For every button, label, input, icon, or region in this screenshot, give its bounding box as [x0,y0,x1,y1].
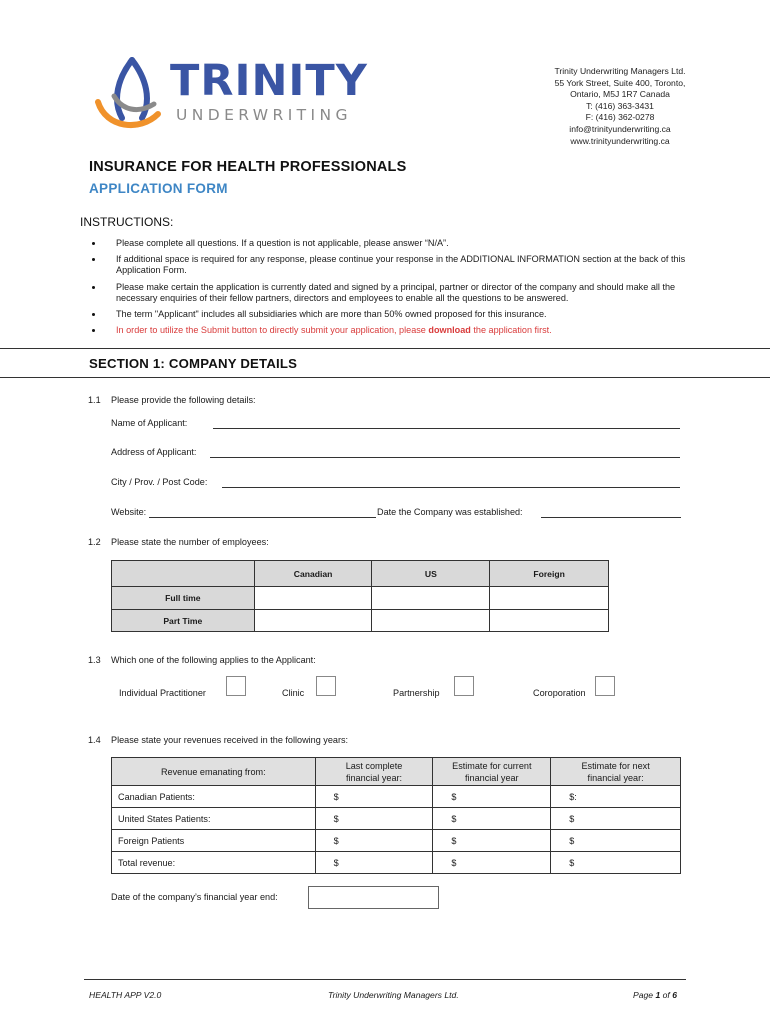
header-line: financial year [465,772,519,783]
page-of: of [660,990,673,1000]
partnership-checkbox[interactable] [454,676,474,696]
instruction-item [86,282,686,304]
row-label-part-time: Part Time [112,610,255,632]
table-header-row [112,758,681,786]
name-of-applicant-field[interactable] [213,428,680,429]
column-header-foreign: Foreign [490,561,609,587]
table-row [112,808,681,830]
revenue-table [111,757,681,874]
us-current-estimate-cell[interactable]: $ [433,808,551,830]
total-next-estimate-cell[interactable]: $ [551,852,681,874]
full-time-foreign-cell[interactable] [490,587,609,610]
total-current-estimate-cell[interactable]: $ [433,852,551,874]
header-line: Last complete [345,760,403,771]
table-row [112,830,681,852]
address-of-applicant-label: Address of Applicant: [111,447,197,457]
financial-year-end-label: Date of the company’s financial year end: [111,892,278,902]
header-line: Estimate for next [581,760,650,771]
download-note-bold: download [428,325,471,336]
question-number: 1.3 [88,655,101,665]
section-1-title: SECTION 1: COMPANY DETAILS [89,356,298,371]
column-header-canadian: Canadian [254,561,372,587]
date-established-field[interactable] [541,517,681,518]
option-individual-practitioner-label: Individual Practitioner [119,688,206,698]
column-header-estimate-next [551,758,681,786]
city-prov-postcode-field[interactable] [222,487,680,488]
foreign-last-year-cell[interactable]: $ [315,830,433,852]
table-row [112,852,681,874]
row-label-foreign-patients: Foreign Patients [112,830,316,852]
option-corporation-label: Coroporation [533,688,586,698]
table-header-row [112,561,609,587]
table-row [112,786,681,808]
corporation-checkbox[interactable] [595,676,615,696]
bullet-icon [92,313,95,316]
date-established-label: Date the Company was established: [377,507,523,517]
website-label: Website: [111,507,147,517]
address-of-applicant-field[interactable] [210,457,680,458]
row-label-full-time: Full time [112,587,255,610]
contact-block [520,66,720,147]
question-text: Which one of the following applies to the Applicant: [111,655,316,665]
section-divider-bottom [0,377,770,378]
page-current: 1 [655,990,661,1000]
foreign-current-estimate-cell[interactable]: $ [433,830,551,852]
canadian-last-year-cell[interactable]: $ [315,786,433,808]
clinic-checkbox[interactable] [316,676,336,696]
us-next-estimate-cell[interactable]: $ [551,808,681,830]
question-number: 1.1 [88,395,101,405]
city-prov-postcode-label: City / Prov. / Post Code: [111,477,208,487]
bullet-icon [92,286,95,289]
download-note-after: the application first. [470,325,552,336]
contact-phone: T: (416) 363-3431 [586,100,654,111]
footer-version: HEALTH APP V2.0 [89,990,162,1000]
instruction-item [86,238,686,249]
row-label-total-revenue: Total revenue: [112,852,316,874]
row-label-us-patients: United States Patients: [112,808,316,830]
full-time-us-cell[interactable] [372,587,490,610]
trinity-knot-logo-icon [92,56,172,136]
part-time-canadian-cell[interactable] [254,610,372,632]
instruction-item-download-note [86,325,686,336]
part-time-foreign-cell[interactable] [490,610,609,632]
column-header-last-complete [315,758,433,786]
form-title: INSURANCE FOR HEALTH PROFESSIONALS [89,159,407,175]
full-time-canadian-cell[interactable] [254,587,372,610]
question-number: 1.4 [88,735,101,745]
header-line: Estimate for current [452,760,532,771]
table-row [112,610,609,632]
financial-year-end-input[interactable] [308,886,439,909]
question-text: Please provide the following details: [111,395,256,405]
instruction-item [86,254,686,276]
question-number: 1.2 [88,537,101,547]
us-last-year-cell[interactable]: $ [315,808,433,830]
contact-email[interactable]: info@trinityunderwriting.ca [569,123,671,134]
question-text: Please state the number of employees: [111,537,269,547]
instruction-item [86,309,686,320]
contact-web[interactable]: www.trinityunderwriting.ca [570,135,670,146]
individual-practitioner-checkbox[interactable] [226,676,246,696]
instruction-text: If additional space is required for any response, please continue your response in the ADDITIONAL INFORMATION section at the back of this Application Form. [116,254,686,276]
brand-tagline: UNDERWRITING [176,106,352,124]
total-last-year-cell[interactable]: $ [315,852,433,874]
bullet-icon [92,242,95,245]
table-row [112,587,609,610]
brand-name: TRINITY [170,56,368,106]
footer-page-number [633,990,677,1000]
instructions-list [86,238,686,341]
page-total: 6 [672,990,677,1000]
canadian-current-estimate-cell[interactable]: $ [433,786,551,808]
instruction-text: Please complete all questions. If a question is not applicable, please answer “N/A”. [116,238,449,248]
instructions-heading: INSTRUCTIONS: [80,215,174,229]
contact-company: Trinity Underwriting Managers Ltd. [554,66,686,76]
bullet-icon [92,329,95,332]
footer-company: Trinity Underwriting Managers Ltd. [328,990,459,1000]
contact-street: 55 York Street, Suite 400, Toronto, [554,77,686,88]
row-label-canadian-patients: Canadian Patients: [112,786,316,808]
section-divider-top [0,348,770,349]
footer-divider [84,979,686,980]
instruction-text: Please make certain the application is currently dated and signed by a principal, partner or director of the company and should make all the necessary enquiries of their fellow partners, directors and employees to enable all the questions to be answered. [116,281,676,303]
table-corner-cell [112,561,255,587]
download-note-before: In order to utilize the Submit button to directly submit your application, please [116,325,429,336]
option-partnership-label: Partnership [393,688,440,698]
form-subtitle: APPLICATION FORM [89,181,228,196]
column-header-us: US [372,561,490,587]
foreign-next-estimate-cell[interactable]: $ [551,830,681,852]
header-line: financial year: [587,772,644,783]
header-line: financial year: [345,772,403,783]
option-clinic-label: Clinic [282,688,305,698]
contact-city: Ontario, M5J 1R7 Canada [570,89,670,100]
name-of-applicant-label: Name of Applicant: [111,418,188,428]
instruction-text: The term "Applicant" includes all subsidiaries which are more than 50% owned proposed for this insurance. [116,309,547,320]
contact-fax: F: (416) 362-0278 [585,112,655,123]
column-header-estimate-current [433,758,551,786]
employees-table [111,560,609,632]
website-field[interactable] [149,517,376,518]
bullet-icon [92,258,95,261]
column-header-revenue-source: Revenue emanating from: [112,758,316,786]
page-prefix: Page [633,990,656,1000]
part-time-us-cell[interactable] [372,610,490,632]
question-text: Please state your revenues received in the following years: [111,735,349,745]
canadian-next-estimate-cell[interactable]: $: [551,786,681,808]
